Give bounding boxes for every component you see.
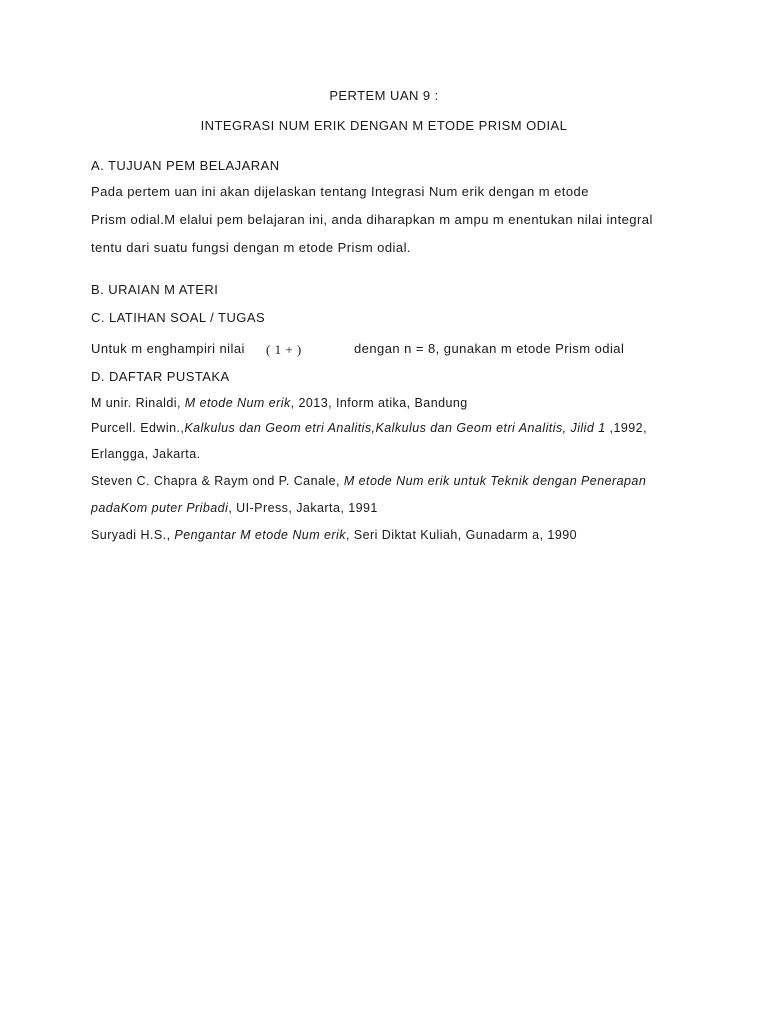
page-title-line2: INTEGRASI NUM ERIK DENGAN M ETODE PRISM ODIAL <box>200 118 568 133</box>
reference-author: Suryadi H.S., <box>91 528 175 542</box>
reference-item-1 <box>91 395 468 411</box>
reference-details: , 2013, Inform atika, Bandung <box>290 396 468 410</box>
reference-author: Steven C. Chapra & Raym ond P. Canale, <box>91 474 344 488</box>
section-b-heading: B. URAIAN M ATERI <box>91 282 219 297</box>
reference-item-2 <box>91 420 647 436</box>
reference-author: M unir. Rinaldi, <box>91 396 185 410</box>
section-c-heading: C. LATIHAN SOAL / TUGAS <box>91 310 266 325</box>
task-math-expression: ( 1 + ) <box>266 342 302 357</box>
reference-item-4 <box>91 527 577 543</box>
reference-title: M etode Num erik untuk Teknik dengan Penerapan <box>343 474 647 488</box>
section-a-paragraph-line: Prism odial.M elalui pem belajaran ini, anda diharapkan m ampu m enentukan nilai integral <box>91 212 653 227</box>
section-a-paragraph-line: Pada pertem uan ini akan dijelaskan tentang Integrasi Num erik dengan m etode <box>91 184 589 199</box>
reference-title: M etode Num erik <box>184 396 291 410</box>
reference-details: , Seri Diktat Kuliah, Gunadarm a, 1990 <box>345 528 578 542</box>
reference-title: Pengantar M etode Num erik <box>174 528 346 542</box>
reference-details: , UI-Press, Jakarta, 1991 <box>228 501 378 515</box>
section-d-heading: D. DAFTAR PUSTAKA <box>91 369 230 384</box>
section-a-heading: A. TUJUAN PEM BELAJARAN <box>91 158 280 173</box>
reference-item-2-continued: Erlangga, Jakarta. <box>91 447 201 461</box>
section-a-paragraph-line: tentu dari suatu fungsi dengan m etode Prism odial. <box>91 240 411 255</box>
reference-author: Purcell. Edwin., <box>91 421 185 435</box>
task-prefix: Untuk m enghampiri nilai <box>91 341 245 356</box>
task-suffix: dengan n = 8, gunakan m etode Prism odial <box>354 341 625 356</box>
reference-title: padaKom puter Pribadi <box>91 501 229 515</box>
reference-item-3-continued <box>91 500 378 516</box>
reference-details: ,1992, <box>605 421 647 435</box>
page-title-line1: PERTEM UAN 9 : <box>329 88 439 103</box>
reference-title: Kalkulus dan Geom etri Analitis,Kalkulus dan Geom etri Analitis, Jilid 1 <box>184 421 606 435</box>
reference-item-3 <box>91 473 646 489</box>
